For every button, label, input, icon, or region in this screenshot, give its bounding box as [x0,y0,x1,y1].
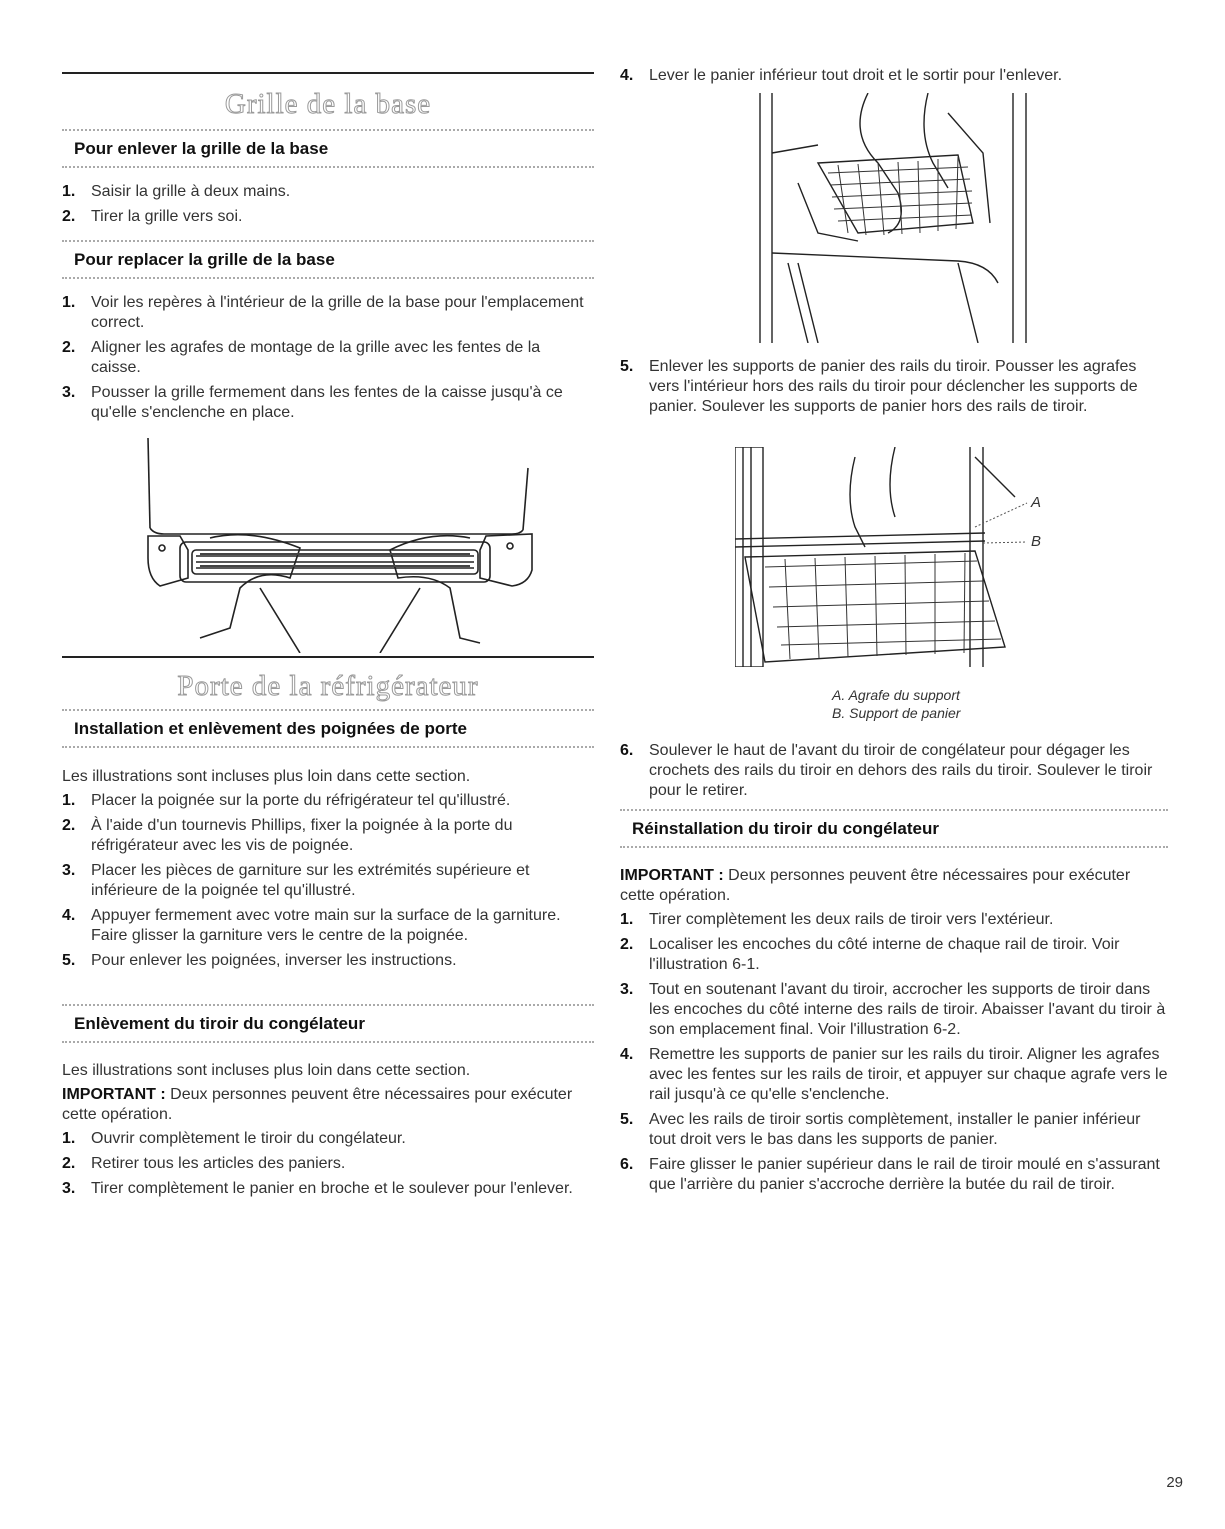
step-item [62,182,594,202]
basket-lift-illustration [758,93,1043,343]
illustration-label-a: A [1031,494,1042,511]
step-item [62,861,594,901]
step-text: Faire glisser le panier supérieur dans le rail de tiroir moulé en s'assurant que l'arrière du panier s'accroche derrière la butée du rail de tiroir. [649,1156,1160,1193]
step-number: 1. [620,911,634,928]
step-item [620,1110,1168,1150]
step-text: Enlever les supports de panier des rails du tiroir. Pousser les agrafes vers l'intérieur hors des rails du tiroir pour déclencher les supports de panier. Soulever les supports de panier hors des rails de tiroir. [649,358,1138,415]
step-number: 4. [620,1046,634,1063]
step-text: Tirer complètement les deux rails de tiroir vers l'extérieur. [649,911,1054,928]
remove-grille-steps [62,182,594,232]
step-number: 1. [62,1130,76,1147]
step-item [62,1129,594,1149]
heading-replace-grille: Pour replacer la grille de la base [74,250,335,269]
grille-removal-illustration [140,438,540,653]
step-number: 2. [62,1155,76,1172]
step-text: Lever le panier inférieur tout droit et le sortir pour l'enlever. [649,67,1063,84]
step-text: Ouvrir complètement le tiroir du congélateur. [91,1130,406,1147]
step-number: 3. [620,981,634,998]
handles-section [62,767,594,976]
step-text: À l'aide d'un tournevis Phillips, fixer la poignée à la porte du réfrigérateur avec les vis de poignée. [91,817,513,854]
step-number: 3. [62,1180,76,1197]
step-text: Voir les repères à l'intérieur de la grille de la base pour l'emplacement correct. [91,294,584,331]
step-number: 2. [62,817,76,834]
heading-reinstall: Réinstallation du tiroir du congélateur [632,819,939,838]
step-text: Appuyer fermement avec votre main sur la surface de la garniture. Faire glisser la garniture vers le centre de la poignée. [91,907,561,944]
step-text: Pousser la grille fermement dans les fentes de la caisse jusqu'à ce qu'elle s'enclenche en place. [91,384,563,421]
step-text: Aligner les agrafes de montage de la grille avec les fentes de la caisse. [91,339,541,376]
step-text: Tirer complètement le panier en broche et le soulever pour l'enlever. [91,1180,573,1197]
caption-b: B. Support de panier [832,705,961,721]
step-text: Pour enlever les poignées, inverser les instructions. [91,952,457,969]
step-number: 1. [62,294,76,311]
step-item [620,910,1168,930]
handles-intro: Les illustrations sont incluses plus loin dans cette section. [62,768,471,785]
step-text: Saisir la grille à deux mains. [91,183,291,200]
step-text: Avec les rails de tiroir sortis complètement, installer le panier inférieur tout droit vers le bas dans les supports de panier. [649,1111,1141,1148]
step-number: 2. [62,208,76,225]
step-item [620,1155,1168,1195]
step-item [620,357,1168,417]
step-item [620,1045,1168,1105]
basket-support-illustration [735,447,1055,667]
replace-grille-steps [62,293,594,428]
step-number: 4. [62,907,76,924]
step-number: 5. [620,358,634,375]
section-title-grille: Grille de la base [224,88,432,120]
step-item [62,1154,594,1174]
step-item [620,980,1168,1040]
step-item [62,816,594,856]
step-item [62,1179,594,1199]
illustration-label-b: B [1031,533,1042,550]
reinstall-section [620,866,1168,1200]
step-text: Placer la poignée sur la porte du réfrigérateur tel qu'illustré. [91,792,511,809]
heading-freezer-removal: Enlèvement du tiroir du congélateur [74,1014,365,1033]
step-number: 2. [620,936,634,953]
step-item [62,951,594,971]
subhead-replace-grille [62,240,594,279]
step-item [62,338,594,378]
step-item [62,207,594,227]
step-number: 5. [620,1111,634,1128]
step-text: Tout en soutenant l'avant du tiroir, accrocher les supports de tiroir dans les encoches du côté interne des rails de tiroir. Abaisser l'avant du tiroir à son emplacement final. Voir l'illustration 6-2. [649,981,1166,1038]
step-number: 4. [620,67,634,84]
step-item [62,293,594,333]
step-number: 6. [620,742,634,759]
subhead-freezer-removal [62,1004,594,1043]
step-text: Localiser les encoches du côté interne de chaque rail de tiroir. Voir l'illustration 6-1. [649,936,1120,973]
subhead-reinstall [620,809,1168,848]
heading-remove-grille: Pour enlever la grille de la base [74,139,329,158]
subhead-handles [62,709,594,748]
heading-handles: Installation et enlèvement des poignées de porte [74,719,467,738]
step-item [620,935,1168,975]
step-text: Placer les pièces de garniture sur les extrémités supérieure et inférieure de la poignée tel qu'illustré. [91,862,530,899]
step-item [620,66,1168,86]
section-rule [62,656,594,658]
step-5-block [620,357,1168,422]
section-title-porte: Porte de la réfrigérateur [177,670,479,702]
step-item [62,791,594,811]
freezer-removal-important: IMPORTANT : Deux personnes peuvent être nécessaires pour exécuter cette opération. [62,1086,573,1123]
step-number: 1. [62,792,76,809]
step-number: 6. [620,1156,634,1173]
step-text: Retirer tous les articles des paniers. [91,1155,346,1172]
page-number: 29 [1166,1474,1183,1491]
step-text: Soulever le haut de l'avant du tiroir de congélateur pour dégager les crochets des rails du tiroir en dehors des rails du tiroir. Soulever le tiroir pour le retirer. [649,742,1153,799]
step-item [62,906,594,946]
reinstall-important: IMPORTANT : Deux personnes peuvent être nécessaires pour exécuter cette opération. [620,867,1131,904]
step-number: 2. [62,339,76,356]
step-4-block [620,66,1168,91]
step-item [620,741,1168,801]
step-text: Tirer la grille vers soi. [91,208,243,225]
step-number: 3. [62,862,76,879]
step-number: 5. [62,952,76,969]
step-number: 3. [62,384,76,401]
caption-a: A. Agrafe du support [832,687,960,703]
freezer-removal-intro: Les illustrations sont incluses plus loin dans cette section. [62,1062,471,1079]
subhead-remove-grille [62,129,594,168]
top-rule [62,72,594,74]
step-text: Remettre les supports de panier sur les rails du tiroir. Aligner les agrafes avec les fentes sur les rails de tiroir, et appuyer sur chaque agrafe vers le rail jusqu'à ce qu'elle s'enclenche. [649,1046,1168,1103]
freezer-removal-section [62,1061,594,1204]
step-6-block [620,741,1168,806]
step-item [62,383,594,423]
step-number: 1. [62,183,76,200]
